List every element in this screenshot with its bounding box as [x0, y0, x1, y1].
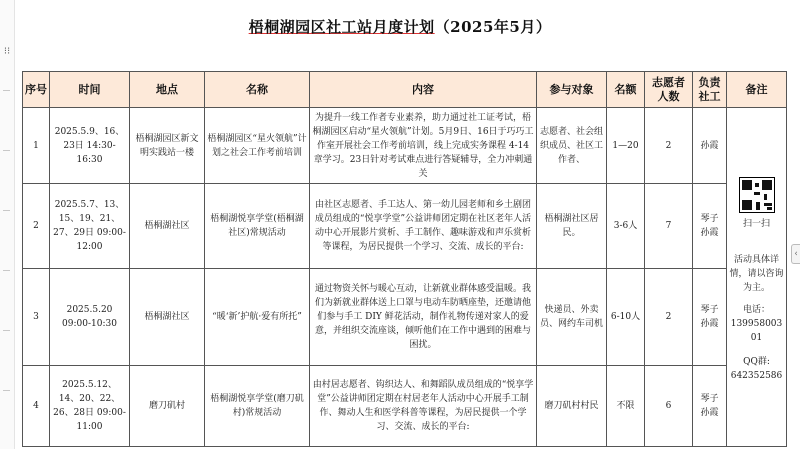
- ruler-tick: [3, 210, 10, 211]
- cell-place: 磨刀矶村: [130, 366, 205, 447]
- title-main: 梧桐湖园区社工站月度计划: [248, 18, 435, 36]
- header-time: 时间: [50, 72, 130, 108]
- cell-social-worker: 琴子 孙霞: [693, 269, 727, 366]
- header-row: [23, 72, 787, 108]
- cell-time: 2025.5.9、16、23日 14:30-16:30: [50, 108, 130, 184]
- table-row: [23, 184, 787, 269]
- monthly-plan-table: [22, 71, 787, 447]
- cell-content: 通过物资关怀与暖心互动，让新就业群体感受温暖。我们为新就业群体送上口罩与电动车防晒座垫，还邀请他们参与手工 DIY 鲜花活动，制作礼物传递对家人的爱意，并组织交流座谈，倾听他们在工作中遇到的困难与困扰。: [310, 269, 537, 366]
- cell-place: 梧桐湖园区新文明实践站一楼: [130, 108, 205, 184]
- cell-seq: 4: [23, 366, 50, 447]
- cell-name: “暖‘新’护航·爱有所托”: [205, 269, 310, 366]
- scan-label: 扫一扫: [742, 219, 770, 229]
- cell-content: 由社区志愿者、手工达人、第一幼儿园老师和乡土剧团成员组成的“悦享学堂”公益讲师团定期在社区老年人活动中心开展影片赏析、手工制作、趣味游戏和声乐赏析等课程，为居民提供一个学习、交流、成长的平台:: [310, 184, 537, 269]
- header-social-worker: 负责社工: [693, 72, 727, 108]
- cell-audience: 磨刀矶村村民: [537, 366, 607, 447]
- header-quota: 名额: [607, 72, 645, 108]
- header-name: 名称: [205, 72, 310, 108]
- cell-social-worker: 琴子 孙霞: [693, 184, 727, 269]
- left-ruler: [0, 0, 15, 449]
- ruler-tick: [3, 270, 10, 271]
- page-title: [0, 16, 800, 37]
- cell-audience: 快递员、外卖员、网约车司机: [537, 269, 607, 366]
- cell-content: 由村居志愿者、钩织达人、和舞蹈队成员组成的“悦享学堂”公益讲师团定期在村居老年人活动中心开展手工制作、舞动人生和医学科普等课程，为居民提供一个学习、交流、成长的平台:: [310, 366, 537, 447]
- cell-time: 2025.5.7、13、15、19、21、27、29日 09:00-12:00: [50, 184, 130, 269]
- cell-audience: 志愿者、社会组织成员、社区工作者、: [537, 108, 607, 184]
- cell-place: 梧桐湖社区: [130, 269, 205, 366]
- header-audience: 参与对象: [537, 72, 607, 108]
- phone-number: 13995800301: [730, 319, 783, 343]
- cell-quota: 6-10人: [607, 269, 645, 366]
- details-note: 活动具体详情，请以咨询为主。: [729, 255, 784, 293]
- cell-time: 2025.5.20 09:00-10:30: [50, 269, 130, 366]
- cell-audience: 梧桐湖社区居民。: [537, 184, 607, 269]
- table-row: [23, 269, 787, 366]
- title-suffix: （2025年5月）: [434, 18, 552, 36]
- cell-content: 为提升一线工作者专业素养，助力通过社工证考试，梧桐湖园区启动“星火领航”计划。5月9日、16日于巧巧工作室开展社会工作考前培训，线上完成实务课程 4-14 章学习。23日针对考试难点进行答疑辅导，全力冲刺通关: [310, 108, 537, 184]
- ruler-tick: [3, 150, 10, 151]
- notes-cell: [727, 108, 787, 447]
- ruler-tick: [3, 330, 10, 331]
- qq-number: 642352586: [730, 371, 783, 381]
- cell-social-worker: 琴子 孙霞: [693, 366, 727, 447]
- header-content: 内容: [310, 72, 537, 108]
- header-notes: 备注: [727, 72, 787, 108]
- cell-place: 梧桐湖社区: [130, 184, 205, 269]
- cell-volunteers: 7: [645, 184, 693, 269]
- header-seq: 序号: [23, 72, 50, 108]
- header-volunteers: 志愿者人数: [645, 72, 693, 108]
- table-row: [23, 366, 787, 447]
- cell-time: 2025.5.12、14、20、22、26、28日 09:00-11:00: [50, 366, 130, 447]
- cell-volunteers: 2: [645, 269, 693, 366]
- ruler-tick: [3, 390, 10, 391]
- cell-name: 梧桐湖悦享学堂(磨刀矶村)常规活动: [205, 366, 310, 447]
- chevron-left-icon[interactable]: ‹: [791, 244, 800, 264]
- cell-name: 梧桐湖悦享学堂(梧桐湖社区)常规活动: [205, 184, 310, 269]
- cell-quota: 1—20: [607, 108, 645, 184]
- qr-code-icon: [739, 177, 775, 213]
- ruler-tick: [3, 90, 10, 91]
- qq-label: QQ群:: [743, 357, 770, 367]
- cell-seq: 1: [23, 108, 50, 184]
- cell-volunteers: 2: [645, 108, 693, 184]
- cell-quota: 3-6人: [607, 184, 645, 269]
- table-row: [23, 108, 787, 184]
- phone-label: 电话：: [742, 305, 770, 315]
- header-place: 地点: [130, 72, 205, 108]
- cell-social-worker: 孙霞: [693, 108, 727, 184]
- cell-name: 梧桐湖园区“星火领航”计划之社会工作考前培训: [205, 108, 310, 184]
- cell-seq: 2: [23, 184, 50, 269]
- cell-volunteers: 6: [645, 366, 693, 447]
- cell-seq: 3: [23, 269, 50, 366]
- table-move-handle-icon[interactable]: ⁝⁝: [3, 46, 11, 57]
- cell-quota: 不限: [607, 366, 645, 447]
